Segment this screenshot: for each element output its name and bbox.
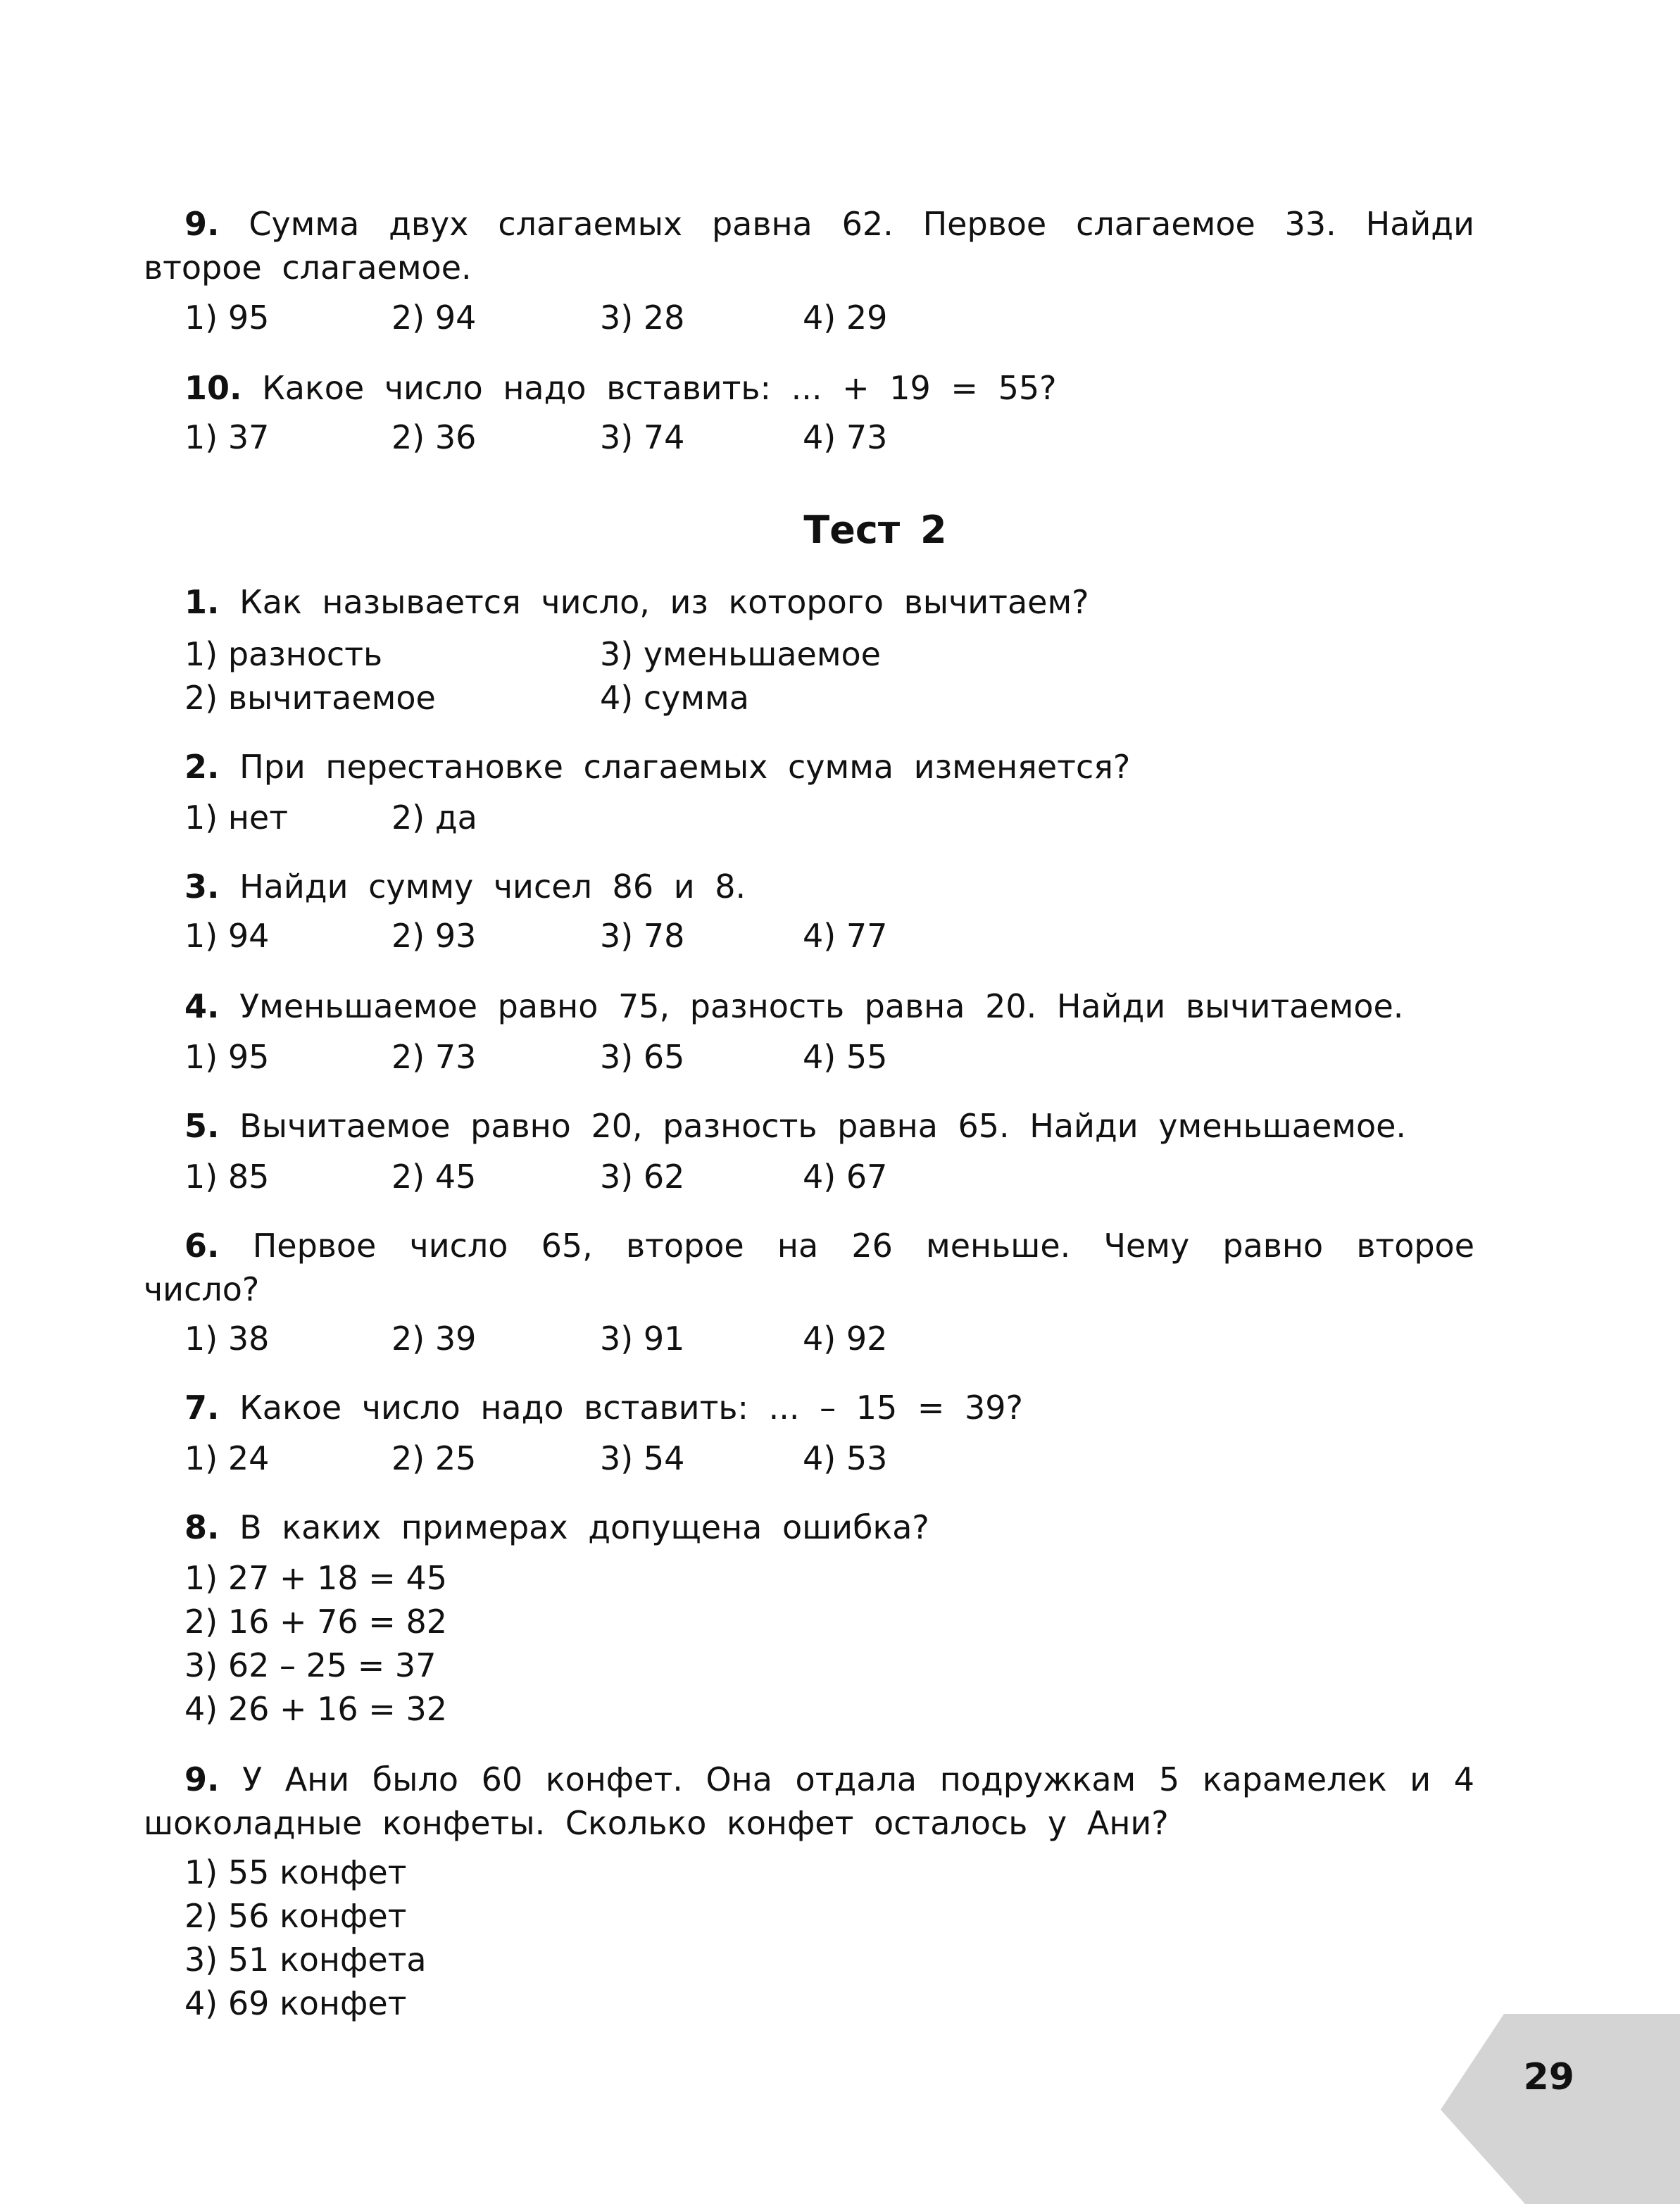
section-title: Тест 2 bbox=[803, 508, 947, 552]
corner-tab-shape bbox=[1441, 2014, 1680, 2204]
question-number: 10. bbox=[184, 369, 242, 407]
question-number: 1. bbox=[184, 583, 220, 621]
answer-option[interactable]: 1) 95 bbox=[184, 299, 270, 337]
answer-option[interactable]: 3) 91 bbox=[600, 1320, 685, 1358]
question-text: Вычитаемое равно 20, разность равна 65. Найди уменьшаемое. bbox=[239, 1107, 1407, 1145]
question-number: 5. bbox=[184, 1107, 220, 1145]
question-number: 7. bbox=[184, 1389, 220, 1427]
answer-option[interactable]: 3) 62 – 25 = 37 bbox=[184, 1646, 437, 1684]
question-2 bbox=[144, 745, 1474, 789]
answer-option[interactable]: 3) уменьшаемое bbox=[600, 635, 881, 673]
answer-option[interactable]: 4) 55 bbox=[803, 1038, 888, 1076]
page-number: 29 bbox=[1523, 2056, 1574, 2098]
answer-options bbox=[184, 1851, 427, 2025]
question-9 bbox=[144, 1758, 1474, 1845]
answer-option[interactable]: 4) 69 конфет bbox=[184, 1984, 407, 2022]
question-number: 8. bbox=[184, 1508, 220, 1546]
answer-option[interactable]: 2) 56 конфет bbox=[184, 1897, 407, 1935]
answer-option[interactable]: 2) 94 bbox=[391, 299, 477, 337]
answer-option[interactable]: 4) 29 bbox=[803, 299, 888, 337]
question-text: Какое число надо вставить: ... – 15 = 39? bbox=[239, 1389, 1023, 1427]
question-text: При перестановке слагаемых сумма изменяется? bbox=[239, 748, 1131, 786]
answer-option[interactable]: 1) 38 bbox=[184, 1320, 270, 1358]
answer-option[interactable]: 2) 39 bbox=[391, 1320, 477, 1358]
answer-option[interactable]: 1) разность bbox=[184, 635, 383, 673]
question-number: 6. bbox=[184, 1227, 220, 1265]
question-number: 2. bbox=[184, 748, 220, 786]
question-5 bbox=[144, 1104, 1474, 1148]
answer-option[interactable]: 1) 27 + 18 = 45 bbox=[184, 1559, 448, 1597]
answer-option[interactable]: 3) 74 bbox=[600, 418, 685, 456]
question-text: Уменьшаемое равно 75, разность равна 20. Найди вычитаемое. bbox=[239, 987, 1404, 1025]
answer-option[interactable]: 4) 77 bbox=[803, 917, 888, 955]
question-prev-10 bbox=[144, 366, 1474, 410]
answer-option[interactable]: 3) 54 bbox=[600, 1439, 685, 1477]
answer-option[interactable]: 2) 25 bbox=[391, 1439, 477, 1477]
answer-option[interactable]: 2) да bbox=[391, 799, 477, 837]
answer-option[interactable]: 1) 55 конфет bbox=[184, 1853, 407, 1891]
question-number: 3. bbox=[184, 868, 220, 906]
question-text: Первое число 65, второе на 26 меньше. Чему равно второе число? bbox=[144, 1227, 1475, 1308]
answer-option[interactable]: 2) 45 bbox=[391, 1158, 477, 1196]
answer-option[interactable]: 3) 62 bbox=[600, 1158, 685, 1196]
answer-option[interactable]: 3) 78 bbox=[600, 917, 685, 955]
answer-option[interactable]: 3) 28 bbox=[600, 299, 685, 337]
question-number: 4. bbox=[184, 987, 220, 1025]
answer-option[interactable]: 4) сумма bbox=[600, 679, 749, 717]
question-number: 9. bbox=[184, 1760, 220, 1798]
question-4 bbox=[144, 984, 1474, 1028]
answer-option[interactable]: 2) вычитаемое bbox=[184, 679, 436, 717]
answer-option[interactable]: 2) 73 bbox=[391, 1038, 477, 1076]
answer-option[interactable]: 2) 93 bbox=[391, 917, 477, 955]
question-text: В каких примерах допущена ошибка? bbox=[239, 1508, 929, 1546]
question-number: 9. bbox=[184, 205, 220, 243]
answer-option[interactable]: 3) 51 конфета bbox=[184, 1941, 427, 1979]
question-8 bbox=[144, 1505, 1474, 1549]
question-7 bbox=[144, 1386, 1474, 1429]
answer-option[interactable]: 3) 65 bbox=[600, 1038, 685, 1076]
question-3 bbox=[144, 865, 1474, 908]
answer-option[interactable]: 1) 85 bbox=[184, 1158, 270, 1196]
answer-option[interactable]: 4) 53 bbox=[803, 1439, 888, 1477]
answer-option[interactable]: 1) нет bbox=[184, 799, 289, 837]
answer-option[interactable]: 4) 67 bbox=[803, 1158, 888, 1196]
question-text: У Ани было 60 конфет. Она отдала подружкам 5 карамелек и 4 шоколадные конфеты. Сколько конфет осталось у Ани? bbox=[144, 1760, 1474, 1842]
question-text: Какое число надо вставить: ... + 19 = 55? bbox=[262, 369, 1057, 407]
answer-option[interactable]: 1) 95 bbox=[184, 1038, 270, 1076]
answer-option[interactable]: 2) 36 bbox=[391, 418, 477, 456]
answer-option[interactable]: 4) 92 bbox=[803, 1320, 888, 1358]
answer-option[interactable]: 4) 26 + 16 = 32 bbox=[184, 1690, 448, 1728]
answer-option[interactable]: 2) 16 + 76 = 82 bbox=[184, 1603, 448, 1641]
answer-option[interactable]: 4) 73 bbox=[803, 418, 888, 456]
page-corner-tab bbox=[1441, 2014, 1680, 2204]
question-1 bbox=[144, 580, 1474, 624]
question-text: Найди сумму чисел 86 и 8. bbox=[239, 868, 746, 906]
answer-option[interactable]: 1) 94 bbox=[184, 917, 270, 955]
answer-option[interactable]: 1) 37 bbox=[184, 418, 270, 456]
question-text: Как называется число, из которого вычитаем? bbox=[239, 583, 1089, 621]
answer-options bbox=[184, 1556, 447, 1731]
question-6 bbox=[144, 1224, 1474, 1311]
answer-option[interactable]: 1) 24 bbox=[184, 1439, 270, 1477]
question-prev-9 bbox=[144, 202, 1474, 289]
question-text: Сумма двух слагаемых равна 62. Первое слагаемое 33. Найди второе слагаемое. bbox=[144, 205, 1474, 287]
